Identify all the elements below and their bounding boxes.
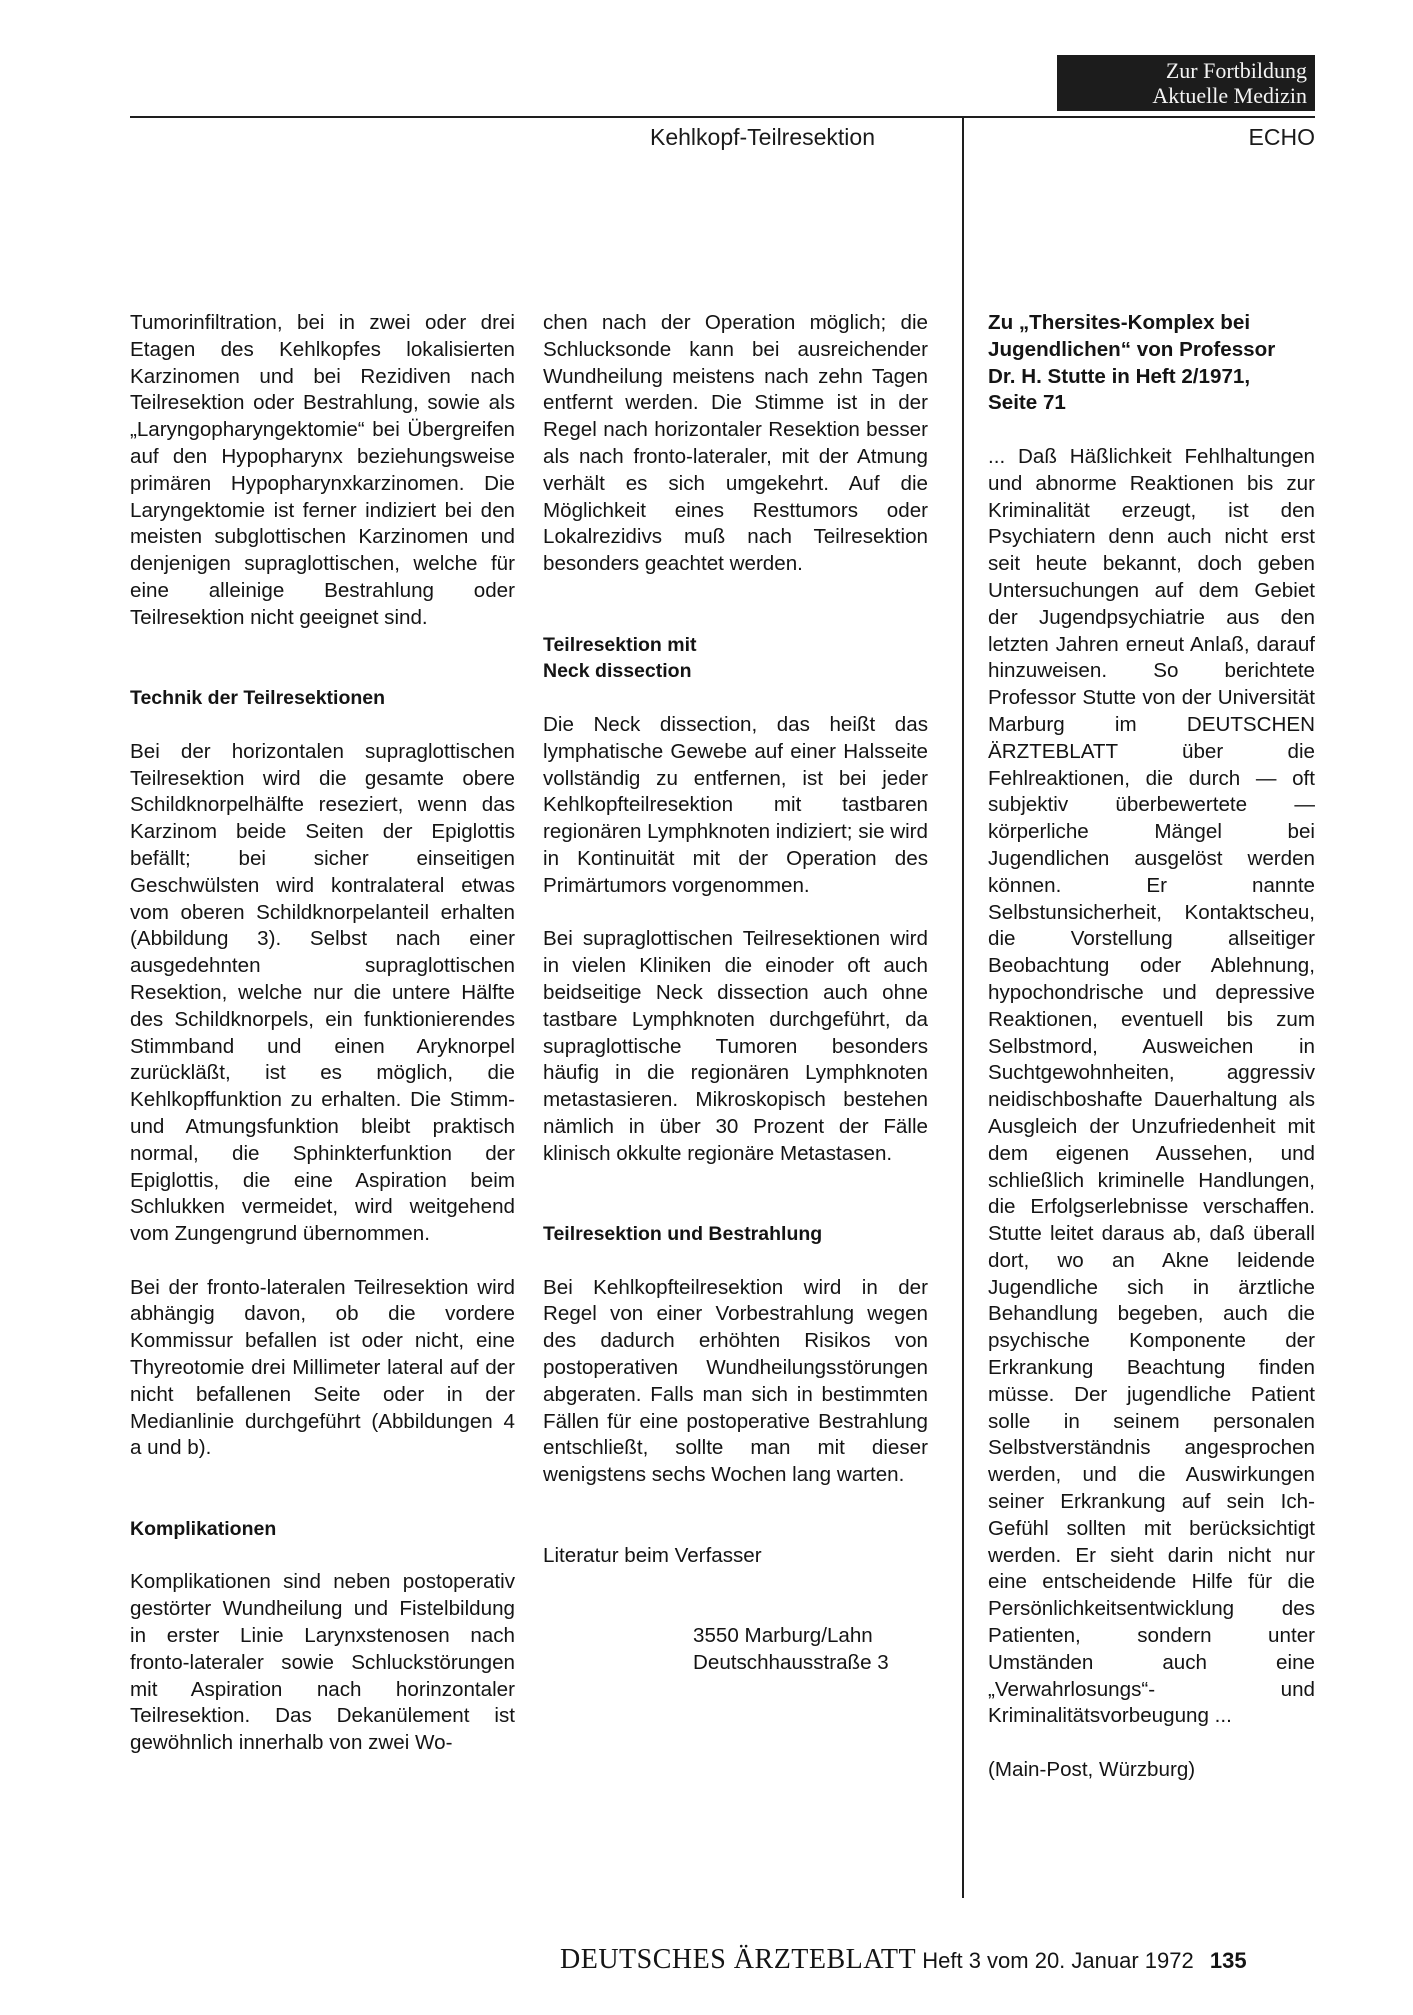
issue-info: Heft 3 vom 20. Januar 1972 [922, 1948, 1194, 1973]
heading-line: Neck dissection [543, 660, 692, 683]
heading-line: Seite 71 [988, 391, 1066, 415]
echo-heading [988, 310, 1315, 417]
section-badge [1057, 55, 1315, 111]
section-heading: Technik der Teilresektionen [130, 687, 386, 710]
paragraph: Bei der horizontalen supraglottischen Teilresektion wird die gesamte obere Schildknorpelhälfte reseziert, wenn das Karzinom beide Seiten der Epiglottis befällt; bei sicher einseitigen Geschwülsten wird kontralateral etwas vom oberen Schildknorpelanteil erhalten (Abbildung 3). Selbst nach einer ausgedehnten supraglottischen Resektion, welche nur die untere Hälfte des Schildknorpels, ein funktionierendes Stimmband und einen Aryknorpel zurückläßt, ist es möglich, die Kehlkopffunktion zu erhalten. Die Stimm- und Atmungsfunktion bleibt praktisch normal, die Sphinkterfunktion der Epiglottis, die eine Aspiration beim Schlukken vermeidet, wird weitgehend vom Zungengrund übernommen. [130, 739, 515, 1246]
author-address-line: 3550 Marburg/Lahn [693, 1624, 873, 1648]
paragraph: Tumorinfiltration, bei in zwei oder drei Etagen des Kehlkopfes lokalisierten Karzinomen und bei Rezidiven nach Teilresektion oder Bestrahlung, sowie als „Laryngopharyngektomie“ bei Übergreifen auf den Hypopharynx beziehungsweise primären Hypopharynxkarzinomen. Die Laryngektomie ist ferner indiziert bei den meisten subglottischen Karzinomen und denjenigen supraglottischen, welche für eine alleinige Bestrahlung oder Teilresektion nicht geeignet sind. [130, 311, 515, 629]
heading-line: Zu „Thersites-Komplex bei [988, 311, 1251, 334]
paragraph: Bei Kehlkopfteilresektion wird in der Regel von einer Vorbestrahlung wegen des dadurch erhöhten Risikos von postoperativen Wundheilungsstörungen abgeraten. Falls man sich in bestimmten Fällen für eine postoperative Bestrahlung entschließt, sollte man mit dieser wenigstens sechs Wochen lang warten. [543, 1275, 928, 1487]
section-heading: Komplikationen [130, 1517, 277, 1540]
running-title: Kehlkopf-Teilresektion [650, 124, 876, 150]
paragraph: chen nach der Operation möglich; die Schlucksonde kann bei ausreichender Wundheilung meistens nach zehn Tagen entfernt werden. Die Stimme ist in der Regel nach horizontaler Resektion besser als nach fronto-lateraler, mit der Atmung verhält es sich umgekehrt. Auf die Möglichkeit eines Resttumors oder Lokalrezidivs muß nach Teilresektion besonders geachtet werden. [543, 311, 928, 576]
paragraph: Bei supraglottischen Teilresektionen wird in vielen Kliniken die einoder oft auch beidseitige Neck dissection auch ohne tastbare Lymphknoten durchgeführt, da supraglottische Tumoren besonders häufig in die regionären Lymphknoten metastasieren. Mikroskopisch bestehen nämlich in über 30 Prozent der Fälle klinisch okkulte regionäre Metastasen. [543, 927, 928, 1165]
middle-column [543, 310, 928, 1677]
echo-body: ... Daß Häßlichkeit Fehlhaltungen und abnorme Reaktionen bis zur Kriminalität erzeugt, ist den Psychiatern denn auch nicht erst seit heute bekannt, doch geben Untersuchungen auf dem Gebiet der Jugendpsychiatrie aus den letzten Jahren erneut Anlaß, darauf hinzuweisen. So berichtete Professor Stutte von der Universität Marburg im DEUTSCHEN ÄRZTEBLATT über die Fehlreaktionen, die durch — oft subjektiv überbewertete — körperliche Mängel bei Jugendlichen ausgelöst werden können. Er nannte Selbstunsicherheit, Kontaktscheu, die Vorstellung allseitiger Beobachtung oder Ablehnung, hypochondrische und depressive Reaktionen, eventuell bis zum Selbstmord, Ausweichen in Suchtgewohnheiten, aggressiv neidischboshafte Dauerhaltung als Ausgleich der Unzufriedenheit mit dem eigenen Aussehen, und schließlich kriminelle Handlungen, die Erfolgserlebnisse verschaffen. Stutte leitet daraus ab, daß überall dort, wo an Akne leidende Jugendliche sich in ärztliche Behandlung begeben, auch die psychische Komponente der Erkrankung Beachtung finden müsse. Der jugendliche Patient solle in seinem personalen Selbstverständnis angesprochen werden, und die Auswirkungen seiner Erkrankung auf sein Ich-Gefühl sollten mit berücksichtigt werden. Er sieht darin nicht nur eine entscheidende Hilfe für die Persönlichkeitsentwicklung des Patienten, sondern unter Umständen auch eine „Verwahrlosungs“- und Kriminalitätsvorbeugung ... [988, 444, 1315, 1728]
paragraph: Die Neck dissection, das heißt das lymphatische Gewebe auf einer Halsseite vollständig zu entfernen, ist bei jeder Kehlkopfteilresektion mit tastbaren regionären Lymphknoten indiziert; sie wird in Kontinuität mit der Operation des Primärtumors vorgenommen. [543, 712, 928, 897]
heading-line: Jugendlichen“ von Professor [988, 337, 1276, 361]
literature-note: Literatur beim Verfasser [543, 1543, 762, 1567]
author-address-line: Deutschhausstraße 3 [693, 1650, 889, 1674]
echo-source: (Main-Post, Würzburg) [988, 1758, 1196, 1782]
paragraph: Bei der fronto-lateralen Teilresektion wird abhängig davon, ob die vordere Kommissur befallen ist oder nicht, eine Thyreotomie drei Millimeter lateral auf der nicht befallenen Seite oder in der Medianlinie durchgeführt (Abbildungen 4 a und b). [130, 1275, 515, 1460]
column-divider [962, 118, 964, 1898]
paragraph: Komplikationen sind neben postoperativ gestörter Wundheilung und Fistelbildung in erster Linie Larynxstenosen nach fronto-lateraler sowie Schluckstörungen mit Aspiration nach horinzontaler Teilresektion. Das Dekanülement ist gewöhnlich innerhalb von zwei Wo- [130, 1570, 515, 1755]
heading-line: Teilresektion mit [543, 633, 697, 656]
heading-line: Dr. H. Stutte in Heft 2/1971, [988, 364, 1251, 388]
page-footer [560, 1944, 1315, 1976]
section-heading [543, 632, 928, 686]
page-number: 135 [1209, 1948, 1247, 1973]
left-column [130, 310, 515, 1757]
header-rule [130, 116, 1315, 118]
badge-line-2: Aktuelle Medizin [1152, 83, 1307, 108]
badge-line-1: Zur Fortbildung [1165, 58, 1307, 83]
section-heading: Teilresektion und Bestrahlung [543, 1223, 823, 1246]
journal-name: DEUTSCHES ÄRZTEBLATT [560, 1944, 917, 1975]
right-column [988, 310, 1315, 1784]
section-label: ECHO [1248, 124, 1315, 150]
